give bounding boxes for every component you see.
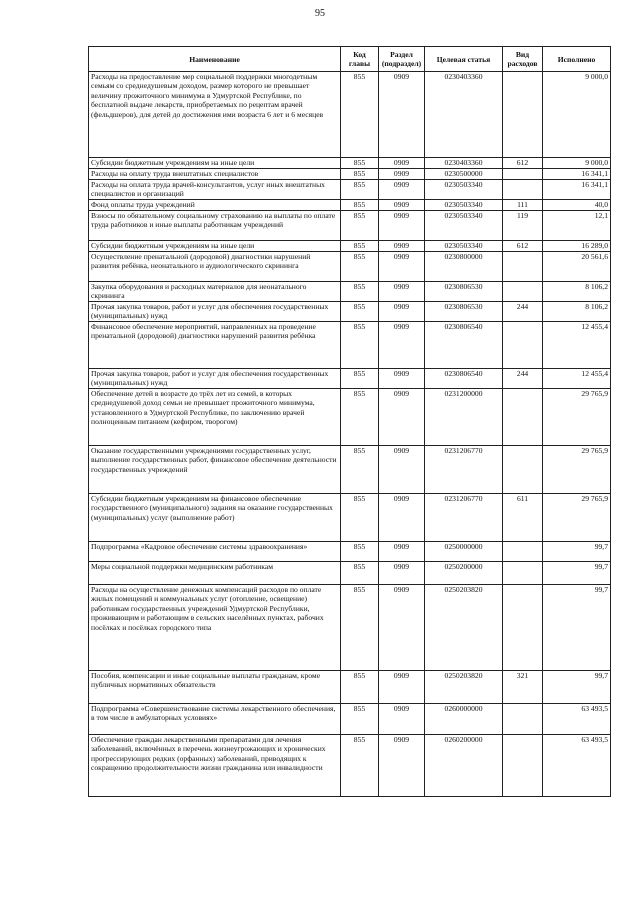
cell-executed: 99,7 (543, 585, 611, 671)
cell-type: 612 (503, 241, 543, 252)
cell-type: 611 (503, 494, 543, 542)
table-body (89, 72, 611, 797)
cell-executed: 16 289,0 (543, 241, 611, 252)
cell-code: 855 (341, 72, 379, 158)
table-row (89, 735, 611, 797)
cell-target: 0250000000 (425, 542, 503, 562)
cell-section: 0909 (379, 369, 425, 389)
cell-name: Прочая закупка товаров, работ и услуг для обеспечения государственных (муниципальных) нужд (89, 302, 341, 322)
cell-code: 855 (341, 562, 379, 585)
cell-type (503, 542, 543, 562)
table-row (89, 446, 611, 494)
table-row (89, 671, 611, 704)
cell-section: 0909 (379, 542, 425, 562)
cell-section: 0909 (379, 735, 425, 797)
cell-executed: 8 106,2 (543, 282, 611, 302)
table-row (89, 494, 611, 542)
cell-name: Расходы на осуществление денежных компенсаций расходов по оплате жилых помещений и коммунальных услуг (отопление, освещение) работникам государственных учреждений Удмуртской Республики, проживающим и работающим в сельских населённых пунктах, рабочих посёлках и посёлках городского типа (89, 585, 341, 671)
cell-executed: 12 455,4 (543, 322, 611, 369)
cell-code: 855 (341, 180, 379, 200)
cell-target: 0250200000 (425, 562, 503, 585)
cell-code: 855 (341, 200, 379, 211)
table-row (89, 369, 611, 389)
cell-type (503, 72, 543, 158)
cell-section: 0909 (379, 200, 425, 211)
cell-executed: 12,1 (543, 211, 611, 241)
cell-executed: 29 765,9 (543, 446, 611, 494)
cell-target: 0230806540 (425, 369, 503, 389)
cell-section: 0909 (379, 562, 425, 585)
cell-executed: 9 000,0 (543, 158, 611, 169)
cell-code: 855 (341, 241, 379, 252)
cell-target: 0230403360 (425, 72, 503, 158)
cell-type (503, 446, 543, 494)
cell-target: 0230503340 (425, 241, 503, 252)
cell-executed: 16 341,1 (543, 180, 611, 200)
cell-section: 0909 (379, 302, 425, 322)
cell-name: Фонд оплаты труда учреждений (89, 200, 341, 211)
cell-target: 0250203820 (425, 671, 503, 704)
cell-type (503, 169, 543, 180)
cell-target: 0230503340 (425, 180, 503, 200)
cell-code: 855 (341, 252, 379, 282)
table-row (89, 542, 611, 562)
cell-name: Субсидии бюджетным учреждениям на иные цели (89, 158, 341, 169)
cell-name: Субсидии бюджетным учреждениям на иные цели (89, 241, 341, 252)
cell-target: 0231200000 (425, 389, 503, 446)
cell-section: 0909 (379, 72, 425, 158)
table-header-row (89, 47, 611, 72)
cell-target: 0250203820 (425, 585, 503, 671)
table-row (89, 211, 611, 241)
cell-type (503, 282, 543, 302)
cell-name: Оказание государственными учреждениями государственных услуг, выполнение государственных работ, финансовое обеспечение деятельности государственных учреждений (89, 446, 341, 494)
cell-executed: 29 765,9 (543, 389, 611, 446)
cell-section: 0909 (379, 704, 425, 735)
cell-section: 0909 (379, 585, 425, 671)
cell-name: Подпрограмма «Кадровое обеспечение системы здравоохранения» (89, 542, 341, 562)
cell-type: 321 (503, 671, 543, 704)
cell-target: 0230806530 (425, 282, 503, 302)
cell-executed: 63 493,5 (543, 704, 611, 735)
cell-section: 0909 (379, 389, 425, 446)
cell-name: Расходы на оплата труда врачей-консультантов, услуг иных внештатных специалистов и организаций (89, 180, 341, 200)
cell-type (503, 704, 543, 735)
table-row (89, 704, 611, 735)
cell-section: 0909 (379, 282, 425, 302)
cell-name: Расходы на оплату труда внештатных специалистов (89, 169, 341, 180)
cell-section: 0909 (379, 169, 425, 180)
cell-code: 855 (341, 542, 379, 562)
cell-type (503, 389, 543, 446)
cell-name: Обеспечение граждан лекарственными препаратами для лечения заболеваний, включённых в перечень жизнеугрожающих и хронических прогрессирующих редких (орфанных) заболеваний, приводящих к сокращению продолжительности жизни гражданина или инвалидности (89, 735, 341, 797)
table-row (89, 241, 611, 252)
cell-section: 0909 (379, 494, 425, 542)
cell-section: 0909 (379, 241, 425, 252)
cell-code: 855 (341, 322, 379, 369)
header-name: Наименование (89, 47, 341, 72)
cell-name: Финансовое обеспечение мероприятий, направленных на проведение пренатальной (дородовой) диагностики нарушений развития ребёнка (89, 322, 341, 369)
table-row (89, 585, 611, 671)
header-section: Раздел (подраздел) (379, 47, 425, 72)
cell-executed: 99,7 (543, 542, 611, 562)
cell-section: 0909 (379, 158, 425, 169)
cell-name: Взносы по обязательному социальному страхованию на выплаты по оплате труда работников и иные выплаты работникам учреждений (89, 211, 341, 241)
page-number: 95 (315, 8, 325, 19)
header-code: Код главы (341, 47, 379, 72)
cell-section: 0909 (379, 180, 425, 200)
cell-executed: 12 455,4 (543, 369, 611, 389)
cell-code: 855 (341, 158, 379, 169)
cell-code: 855 (341, 671, 379, 704)
cell-code: 855 (341, 211, 379, 241)
table-row (89, 72, 611, 158)
cell-section: 0909 (379, 446, 425, 494)
table-row (89, 302, 611, 322)
cell-code: 855 (341, 704, 379, 735)
cell-type (503, 322, 543, 369)
table-row (89, 180, 611, 200)
cell-code: 855 (341, 735, 379, 797)
table-row (89, 562, 611, 585)
cell-name: Расходы на предоставление мер социальной поддержки многодетным семьям со среднедушевым доходом, размер которого не превышает величину прожиточного минимума в Удмуртской Республике, по бесплатной выдаче лекарств, приобретаемых по рецептам врачей (фельдшеров), для детей до достижения ими возраста 6 лет и 6 месяцев (89, 72, 341, 158)
cell-executed: 29 765,9 (543, 494, 611, 542)
cell-type (503, 585, 543, 671)
cell-target: 0260000000 (425, 704, 503, 735)
cell-type (503, 735, 543, 797)
cell-target: 0230403360 (425, 158, 503, 169)
cell-name: Осуществление пренатальной (дородовой) диагностики нарушений развития ребёнка, неонатального и аудиологического скрининга (89, 252, 341, 282)
cell-name: Закупка оборудования и расходных материалов для неонатального скрининга (89, 282, 341, 302)
cell-executed: 8 106,2 (543, 302, 611, 322)
cell-type: 111 (503, 200, 543, 211)
table-row (89, 200, 611, 211)
cell-type: 244 (503, 302, 543, 322)
cell-target: 0230503340 (425, 200, 503, 211)
cell-section: 0909 (379, 252, 425, 282)
cell-target: 0230800000 (425, 252, 503, 282)
cell-code: 855 (341, 585, 379, 671)
table-row (89, 282, 611, 302)
cell-section: 0909 (379, 671, 425, 704)
cell-code: 855 (341, 169, 379, 180)
cell-executed: 40,0 (543, 200, 611, 211)
cell-type (503, 180, 543, 200)
table-row (89, 389, 611, 446)
cell-target: 0260200000 (425, 735, 503, 797)
cell-name: Обеспечение детей в возрасте до трёх лет из семей, в которых среднедушевой доход семьи не превышает прожиточного минимума, установленного в Удмуртской Республике, по заключению врачей полноценным питанием (кефиром, творогом) (89, 389, 341, 446)
cell-type: 244 (503, 369, 543, 389)
cell-executed: 63 493,5 (543, 735, 611, 797)
cell-type: 119 (503, 211, 543, 241)
header-type: Вид расходов (503, 47, 543, 72)
cell-code: 855 (341, 389, 379, 446)
table-row (89, 158, 611, 169)
cell-executed: 99,7 (543, 671, 611, 704)
cell-target: 0230503340 (425, 211, 503, 241)
cell-target: 0231206770 (425, 446, 503, 494)
cell-code: 855 (341, 494, 379, 542)
cell-code: 855 (341, 369, 379, 389)
cell-code: 855 (341, 302, 379, 322)
cell-type: 612 (503, 158, 543, 169)
cell-target: 0230806540 (425, 322, 503, 369)
cell-name: Субсидии бюджетным учреждениям на финансовое обеспечение государственного (муниципального) задания на оказание государственных (муниципальных) услуг (выполнение работ) (89, 494, 341, 542)
cell-name: Меры социальной поддержки медицинским работникам (89, 562, 341, 585)
header-executed: Исполнено (543, 47, 611, 72)
cell-name: Прочая закупка товаров, работ и услуг для обеспечения государственных (муниципальных) нужд (89, 369, 341, 389)
cell-executed: 9 000,0 (543, 72, 611, 158)
cell-executed: 16 341,1 (543, 169, 611, 180)
cell-target: 0230806530 (425, 302, 503, 322)
cell-name: Пособия, компенсации и иные социальные выплаты гражданам, кроме публичных нормативных обязательств (89, 671, 341, 704)
expenditure-table (88, 46, 611, 797)
cell-target: 0230500000 (425, 169, 503, 180)
header-target: Целевая статья (425, 47, 503, 72)
cell-name: Подпрограмма «Совершенствование системы лекарственного обеспечения, в том числе в амбулаторных условиях» (89, 704, 341, 735)
cell-executed: 99,7 (543, 562, 611, 585)
cell-executed: 20 561,6 (543, 252, 611, 282)
cell-type (503, 252, 543, 282)
table-row (89, 169, 611, 180)
cell-target: 0231206770 (425, 494, 503, 542)
table-row (89, 322, 611, 369)
cell-section: 0909 (379, 322, 425, 369)
cell-section: 0909 (379, 211, 425, 241)
cell-type (503, 562, 543, 585)
table-row (89, 252, 611, 282)
cell-code: 855 (341, 282, 379, 302)
cell-code: 855 (341, 446, 379, 494)
